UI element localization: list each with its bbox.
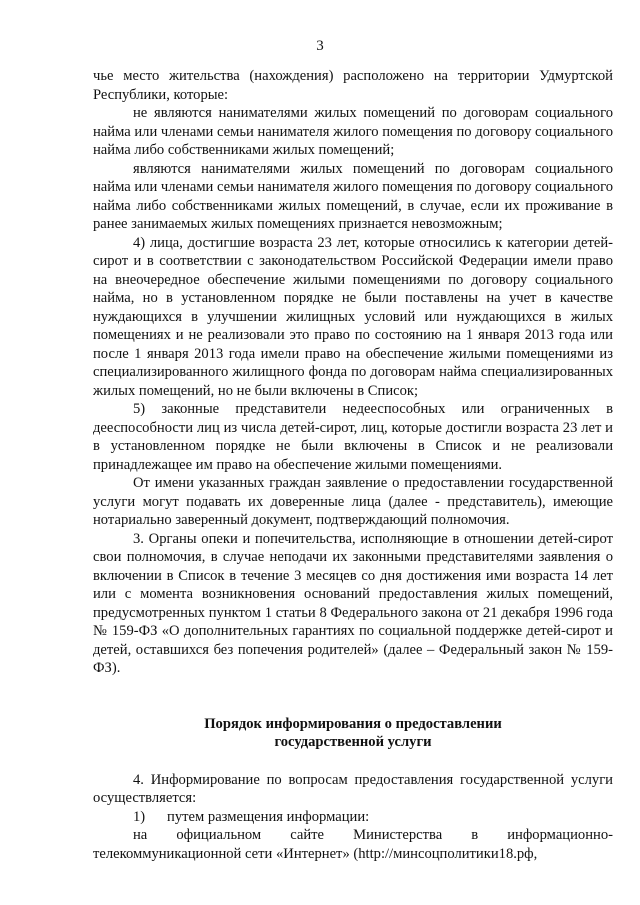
paragraph: не являются нанимателями жилых помещений по договорам социального найма или членами семьи нанимателя жилого помещения по договору социального найма либо собственниками жилых помещений; <box>93 105 613 158</box>
paragraph: 5) законные представители недееспособных или ограниченных в дееспособности лиц из числа детей-сирот, лиц, которые достигли возраста 23 лет и в установленном порядке не были включены в Список и не реализовали принадлежащее им право на обеспечение жилыми помещениями. <box>93 401 613 473</box>
paragraph: на официальном сайте Министерства в информационно-телекоммуникационной сети «Интернет» (http://минсоцполитики18.рф, <box>93 827 613 862</box>
page-number: 3 <box>316 38 324 54</box>
section-heading-line: Порядок информирования о предоставлении <box>204 715 502 732</box>
document-body <box>93 67 613 863</box>
paragraph: От имени указанных граждан заявление о предоставлении государственной услуги могут подавать их доверенные лица (далее - представитель), имеющие нотариально заверенный документ, подтверждающий полномочия. <box>93 475 613 528</box>
paragraph: 3. Органы опеки и попечительства, исполняющие в отношении детей-сирот свои полномочия, в случае неподачи их законными представителями заявления о включении в Список в течение 3 месяцев со дня достижения ими возраста 14 лет или с момента возникновения оснований предоставления жилых помещений, предусмотренных пунктом 1 статьи 8 Федерального закона от 21 декабря 1996 года № 159-ФЗ «О дополнительных гарантиях по социальной поддержке детей-сирот и детей, оставшихся без попечения родителей» (далее – Федеральный закон № 159-ФЗ). <box>93 530 613 676</box>
section-heading <box>93 715 613 752</box>
paragraph: являются нанимателями жилых помещений по договорам социального найма или членами семьи нанимателя жилого помещения по договору социального найма либо собственниками жилых помещений, в случае, если их проживание в ранее занимаемых жилых помещениях признается невозможным; <box>93 160 613 232</box>
paragraph: 4. Информирование по вопросам предоставления государственной услуги осуществляется: <box>93 771 613 806</box>
paragraph: 1) путем размещения информации: <box>133 808 370 825</box>
spacer <box>93 752 613 771</box>
paragraph: чье место жительства (нахождения) расположено на территории Удмуртской Республики, которые: <box>93 68 613 103</box>
section-heading-line: государственной услуги <box>274 734 432 750</box>
spacer <box>93 678 613 715</box>
paragraph: 4) лица, достигшие возраста 23 лет, которые относились к категории детей-сирот и в соответствии с законодательством Российской Федерации имели право на внеочередное обеспечение жилыми помещениями по договору социального найма, но в установленном порядке не были поставлены на учет в качестве нуждающихся в улучшении жилищных условий или нуждающихся в жилых помещениях и не реализовали это право по состоянию на 1 января 2013 года или после 1 января 2013 года имели право на обеспечение жилыми помещениями из специализированного жилищного фонда по договорам найма специализированных жилых помещений, но не были включены в Список; <box>93 234 613 399</box>
